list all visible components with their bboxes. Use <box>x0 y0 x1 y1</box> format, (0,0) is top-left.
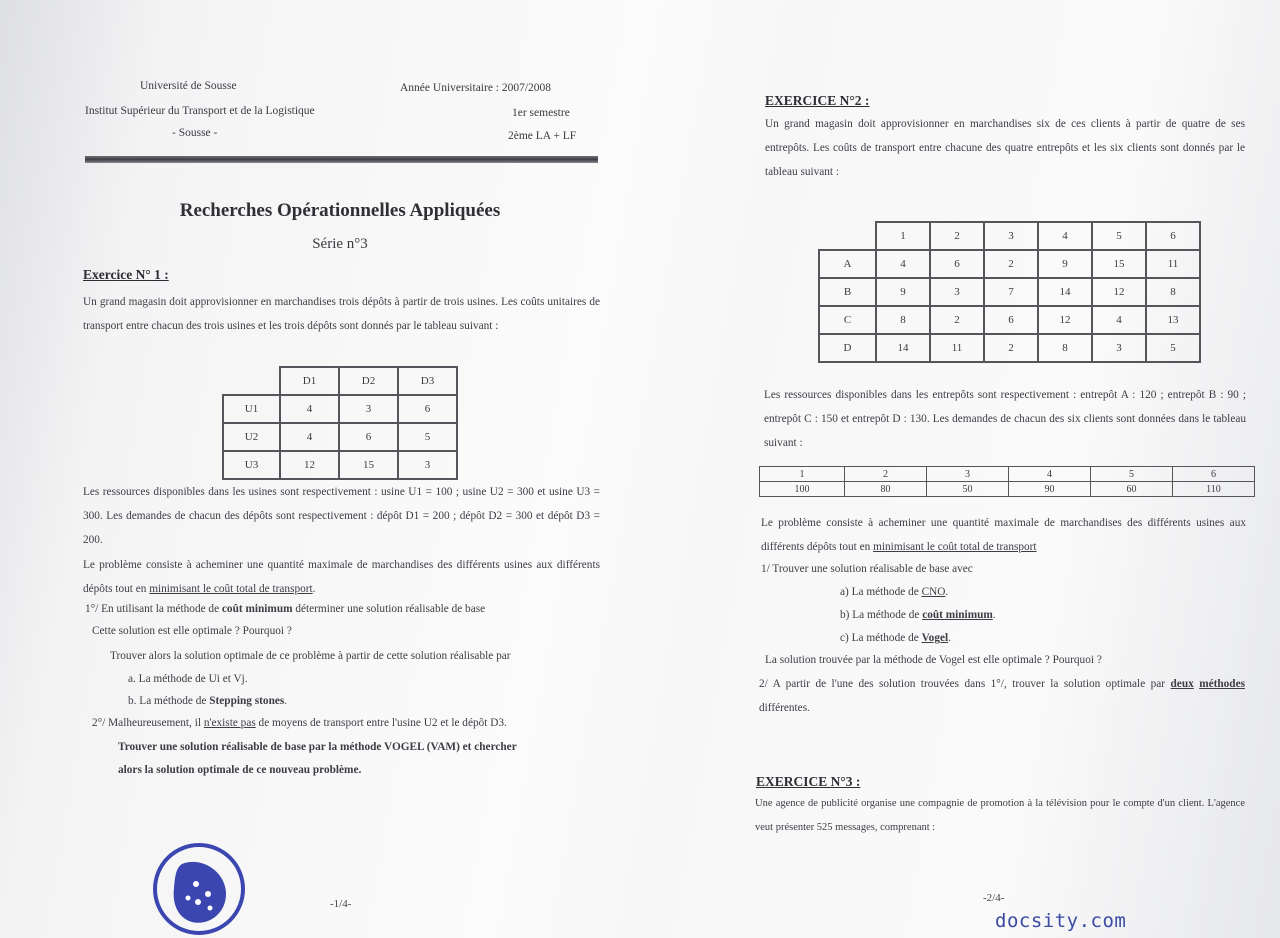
exercise-1-problem <box>83 553 600 601</box>
method-end: . <box>945 586 949 598</box>
docsity-watermark[interactable]: docsity.com <box>995 910 1127 932</box>
row-header: D <box>819 334 876 362</box>
question-2-text: 2/ A partir de l'une des solution trouvées dans 1°/, trouver la solution optimale par <box>759 678 1171 690</box>
city-name: - Sousse - <box>172 127 218 139</box>
exercise-1-resources: Les ressources disponibles dans les usines sont respectivement : usine U1 = 100 ; usine U2 = 300 et usine U3 = 300. Les demandes de chacun des dépôts sont respectivement : dépôt D1 = 200 ; dépôt D2 = 300 et dépôt D3 = 200. <box>83 486 600 546</box>
question-2-rest: de moyens de transport entre l'usine U2 et le dépôt D3. <box>255 717 507 729</box>
demand-value: 90 <box>1009 482 1091 497</box>
table-row <box>819 250 1200 278</box>
method-end: . <box>992 609 996 621</box>
row-header: C <box>819 306 876 334</box>
problem-end: . <box>312 583 316 595</box>
table-cell: 3 <box>930 278 984 306</box>
series-number: Série n°3 <box>312 236 368 252</box>
table-cell: 2 <box>930 306 984 334</box>
table-cell: 2 <box>984 250 1038 278</box>
table-row <box>819 334 1200 362</box>
table-cell: 6 <box>339 423 398 451</box>
table-cell: 9 <box>876 278 930 306</box>
col-header: 1 <box>876 222 930 250</box>
problem-text: Le problème consiste à acheminer une quantité maximale de marchandises des différents usines aux différents dépôts tout en <box>761 517 1246 553</box>
table-row <box>223 451 457 479</box>
row-header: U3 <box>223 451 280 479</box>
table-cell: 6 <box>930 250 984 278</box>
question-2 <box>92 717 507 729</box>
demand-value: 50 <box>927 482 1009 497</box>
question-2-text: 2°/ Malheureusement, il <box>92 717 204 729</box>
col-header: 6 <box>1146 222 1200 250</box>
row-header: U1 <box>223 395 280 423</box>
exercise-1-cost-table <box>222 366 458 480</box>
row-header: A <box>819 250 876 278</box>
question-1-find: Trouver alors la solution optimale de ce problème à partir de cette solution réalisable par <box>110 650 511 662</box>
exercise-2-question-2 <box>759 672 1245 720</box>
table-row <box>223 395 457 423</box>
table-cell: 8 <box>1146 278 1200 306</box>
docsity-logo-icon <box>152 842 246 936</box>
method-text: a) La méthode de <box>840 586 922 598</box>
table-cell: 13 <box>1146 306 1200 334</box>
vogel-optimal-question: La solution trouvée par la méthode de Vogel est elle optimale ? Pourquoi ? <box>765 654 1102 666</box>
col-header: 5 <box>1092 222 1146 250</box>
table-cell: 6 <box>984 306 1038 334</box>
table-cell: 6 <box>398 395 457 423</box>
table-cell: 3 <box>1092 334 1146 362</box>
demand-client: 4 <box>1009 467 1091 482</box>
demand-client: 1 <box>760 467 845 482</box>
exercise-2-heading: EXERCICE N°2 : <box>765 93 870 108</box>
problem-underlined: minimisant le coût total de transport <box>149 583 313 595</box>
method-text: b) La méthode de <box>840 609 923 621</box>
method-text: b. La méthode de <box>128 695 210 707</box>
table-row <box>223 423 457 451</box>
table-cell: 14 <box>1038 278 1092 306</box>
method-cno <box>840 586 948 598</box>
demand-clients-row <box>760 467 1255 482</box>
exercise-3-heading: EXERCICE N°3 : <box>756 774 861 789</box>
col-header: D1 <box>280 367 339 395</box>
method-cout-minimum <box>840 609 996 621</box>
table-corner <box>223 367 280 395</box>
demand-table <box>759 466 1255 497</box>
method-name: CNO <box>921 586 946 598</box>
problem-text: Le problème consiste à acheminer une quantité maximale de marchandises des différents usines aux différents dépôts tout en <box>83 559 600 595</box>
demand-client: 2 <box>845 467 927 482</box>
table-cell: 4 <box>1092 306 1146 334</box>
table-row <box>819 278 1200 306</box>
demand-value: 110 <box>1173 482 1255 497</box>
problem-underlined: minimisant le coût total de transport <box>873 541 1037 553</box>
table-cell: 5 <box>398 423 457 451</box>
exercise-1-heading: Exercice N° 1 : <box>83 267 169 282</box>
exercise-2-question-1: 1/ Trouver une solution réalisable de base avec <box>761 563 973 575</box>
page-right <box>640 0 1280 938</box>
table-cell: 3 <box>398 451 457 479</box>
exercise-1-intro: Un grand magasin doit approvisionner en marchandises trois dépôts à partir de trois usines. Les coûts unitaires de transport entre chacun des trois usines et les trois dépôts sont donnés par le tableau suivant : <box>83 296 600 332</box>
table-cell: 4 <box>280 423 339 451</box>
table-cell: 8 <box>1038 334 1092 362</box>
question-2-rest: différentes. <box>759 702 810 714</box>
table-cell: 11 <box>1146 250 1200 278</box>
table-cell: 5 <box>1146 334 1200 362</box>
table-cell: 2 <box>984 334 1038 362</box>
table-cell: 12 <box>1092 278 1146 306</box>
exercise-2-intro: Un grand magasin doit approvisionner en marchandises six de ces clients à partir de quatre de ses entrepôts. Les coûts de transport entre chacune des quatre entrepôts et les six clients sont donnés par le tableau suivant : <box>765 118 1245 178</box>
question-2-underlined: méthodes <box>1199 678 1245 690</box>
question-1-text: 1°/ En utilisant la méthode de <box>85 603 222 615</box>
table-cell: 14 <box>876 334 930 362</box>
demand-value: 60 <box>1091 482 1173 497</box>
demand-client: 6 <box>1173 467 1255 482</box>
table-cell: 12 <box>280 451 339 479</box>
institute-name: Institut Supérieur du Transport et de la Logistique <box>85 105 315 117</box>
table-cell: 7 <box>984 278 1038 306</box>
exercise-2-problem <box>761 511 1246 559</box>
table-row <box>819 306 1200 334</box>
table-cell: 4 <box>280 395 339 423</box>
question-1-optimal: Cette solution est elle optimale ? Pourquoi ? <box>92 625 292 637</box>
demand-value: 80 <box>845 482 927 497</box>
method-end: . <box>948 632 951 644</box>
row-header: B <box>819 278 876 306</box>
exercise-2-cost-table <box>818 221 1201 363</box>
table-cell: 15 <box>339 451 398 479</box>
col-header: D3 <box>398 367 457 395</box>
question-1 <box>85 603 485 615</box>
question-2-underlined: deux <box>1170 678 1194 690</box>
table-corner <box>819 222 876 250</box>
table-cell: 8 <box>876 306 930 334</box>
col-header: D2 <box>339 367 398 395</box>
table-cell: 12 <box>1038 306 1092 334</box>
col-header: 4 <box>1038 222 1092 250</box>
table-cell: 11 <box>930 334 984 362</box>
header-rule <box>85 156 598 163</box>
page-number-left: -1/4- <box>330 898 352 910</box>
method-stepping-stones <box>128 695 287 707</box>
col-header: 2 <box>930 222 984 250</box>
table-cell: 4 <box>876 250 930 278</box>
exercise-2-resources: Les ressources disponibles dans les entrepôts sont respectivement : entrepôt A : 120 ; entrepôt B : 90 ; entrepôt C : 150 et entrepôt D : 130. Les demandes de chacun des six clients sont données dans le tableau suivant : <box>764 389 1246 449</box>
method-name: coût minimum <box>922 609 993 621</box>
table-cell: 9 <box>1038 250 1092 278</box>
table-cell: 15 <box>1092 250 1146 278</box>
level: 2ème LA + LF <box>508 130 577 142</box>
row-header: U2 <box>223 423 280 451</box>
page-number-right: -2/4- <box>983 892 1005 904</box>
question-1-rest: déterminer une solution réalisable de base <box>292 603 486 615</box>
question-2-vogel: Trouver une solution réalisable de base par la méthode VOGEL (VAM) et chercher <box>118 741 517 753</box>
method-name: Vogel <box>921 632 949 644</box>
demand-value: 100 <box>760 482 845 497</box>
question-2-optimal: alors la solution optimale de ce nouveau problème. <box>118 764 362 776</box>
demand-client: 3 <box>927 467 1009 482</box>
document-title: Recherches Opérationnelles Appliquées <box>179 200 501 221</box>
demand-values-row <box>760 482 1255 497</box>
university-name: Université de Sousse <box>140 80 237 92</box>
method-ui-vj: a. La méthode de Ui et Vj. <box>128 673 248 685</box>
question-1-method: coût minimum <box>221 603 293 615</box>
method-text: c) La méthode de <box>840 632 922 644</box>
question-2-underlined: n'existe pas <box>203 717 256 729</box>
method-name: Stepping stones <box>209 695 285 707</box>
table-cell: 3 <box>339 395 398 423</box>
semester: 1er semestre <box>512 107 570 119</box>
demand-client: 5 <box>1091 467 1173 482</box>
method-end: . <box>284 695 288 707</box>
col-header: 3 <box>984 222 1038 250</box>
academic-year: Année Universitaire : 2007/2008 <box>400 82 552 94</box>
method-vogel <box>840 632 951 644</box>
exercise-3-intro: Une agence de publicité organise une compagnie de promotion à la télévision pour le compte d'un client. L'agence veut présenter 525 messages, comprenant : <box>755 798 1245 833</box>
